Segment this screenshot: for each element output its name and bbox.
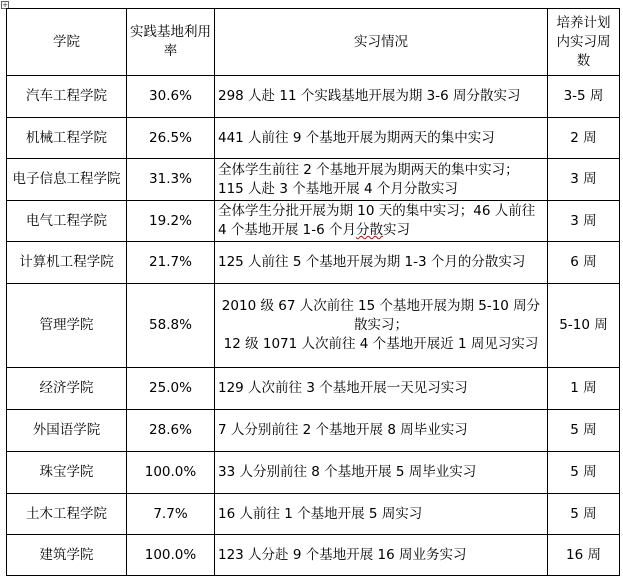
situation-cell: 441 人前往 9 个基地开展为期两天的集中实习 <box>215 118 548 159</box>
situation-line: 12 级 1071 人次前往 4 个基地开展近 1 周见习实习 <box>223 336 539 352</box>
utilization-cell: 28.6% <box>127 410 215 452</box>
utilization-cell: 100.0% <box>127 535 215 576</box>
weeks-cell: 1 周 <box>548 368 620 410</box>
table-row <box>7 535 620 576</box>
weeks-cell: 16 周 <box>548 535 620 576</box>
weeks-cell: 5 周 <box>548 494 620 535</box>
college-cell: 外国语学院 <box>7 410 127 452</box>
table-row <box>7 368 620 410</box>
situation-cell: 全体学生前往 2 个基地开展为期两天的集中实习；115 人赴 3 个基地开展 4 个月分散实习 <box>215 159 548 201</box>
weeks-cell: 5 周 <box>548 452 620 494</box>
weeks-cell: 3 周 <box>548 201 620 242</box>
situation-cell: 16 人前往 1 个基地开展 5 周实习 <box>215 494 548 535</box>
table-row <box>7 201 620 242</box>
college-cell: 珠宝学院 <box>7 452 127 494</box>
utilization-cell: 19.2% <box>127 201 215 242</box>
situation-text: 实习 <box>383 222 411 238</box>
table-anchor-icon[interactable]: + <box>2 1 8 9</box>
utilization-cell: 26.5% <box>127 118 215 159</box>
table-row <box>7 76 620 118</box>
situation-cell: 129 人次前往 3 个基地开展一天见习实习 <box>215 368 548 410</box>
situation-cell: 298 人赴 11 个实践基地开展为期 3-6 周分散实习 <box>215 76 548 118</box>
situation-cell: 7 人分别前往 2 个基地开展 8 周毕业实习 <box>215 410 548 452</box>
header-college: 学院 <box>7 9 127 76</box>
college-cell: 管理学院 <box>7 284 127 368</box>
utilization-cell: 21.7% <box>127 242 215 284</box>
internship-table <box>6 8 620 576</box>
utilization-cell: 100.0% <box>127 452 215 494</box>
situation-text: 全体学生分批开展为期 10 天的集中实习；46 人前往 4 个基地开展 1-6 个月 <box>218 203 536 238</box>
spellcheck-underlined-text: 分散 <box>356 222 384 238</box>
situation-cell <box>215 284 548 368</box>
situation-cell: 33 人分别前往 8 个基地开展 5 周毕业实习 <box>215 452 548 494</box>
table-row <box>7 118 620 159</box>
college-cell: 土木工程学院 <box>7 494 127 535</box>
weeks-cell: 3-5 周 <box>548 76 620 118</box>
college-cell: 汽车工程学院 <box>7 76 127 118</box>
header-situation: 实习情况 <box>215 9 548 76</box>
table-row <box>7 494 620 535</box>
situation-cell <box>215 201 548 242</box>
header-utilization: 实践基地利用率 <box>127 9 215 76</box>
table-header-row <box>7 9 620 76</box>
table-row <box>7 452 620 494</box>
situation-cell: 125 人前往 5 个基地开展为期 1-3 个月的分散实习 <box>215 242 548 284</box>
utilization-cell: 31.3% <box>127 159 215 201</box>
header-weeks: 培养计划内实习周数 <box>548 9 620 76</box>
table-row <box>7 410 620 452</box>
college-cell: 计算机工程学院 <box>7 242 127 284</box>
weeks-cell: 2 周 <box>548 118 620 159</box>
weeks-cell: 3 周 <box>548 159 620 201</box>
college-cell: 建筑学院 <box>7 535 127 576</box>
weeks-cell: 5 周 <box>548 410 620 452</box>
college-cell: 电气工程学院 <box>7 201 127 242</box>
utilization-cell: 30.6% <box>127 76 215 118</box>
table-row <box>7 242 620 284</box>
college-cell: 机械工程学院 <box>7 118 127 159</box>
weeks-cell: 6 周 <box>548 242 620 284</box>
situation-cell: 123 人分赴 9 个基地开展 16 周业务实习 <box>215 535 548 576</box>
situation-line: 2010 级 67 人次前往 15 个基地开展为期 5-10 周分散实习； <box>221 298 541 333</box>
utilization-cell: 58.8% <box>127 284 215 368</box>
weeks-cell: 5-10 周 <box>548 284 620 368</box>
college-cell: 经济学院 <box>7 368 127 410</box>
utilization-cell: 25.0% <box>127 368 215 410</box>
table-row <box>7 284 620 368</box>
college-cell: 电子信息工程学院 <box>7 159 127 201</box>
utilization-cell: 7.7% <box>127 494 215 535</box>
table-row <box>7 159 620 201</box>
